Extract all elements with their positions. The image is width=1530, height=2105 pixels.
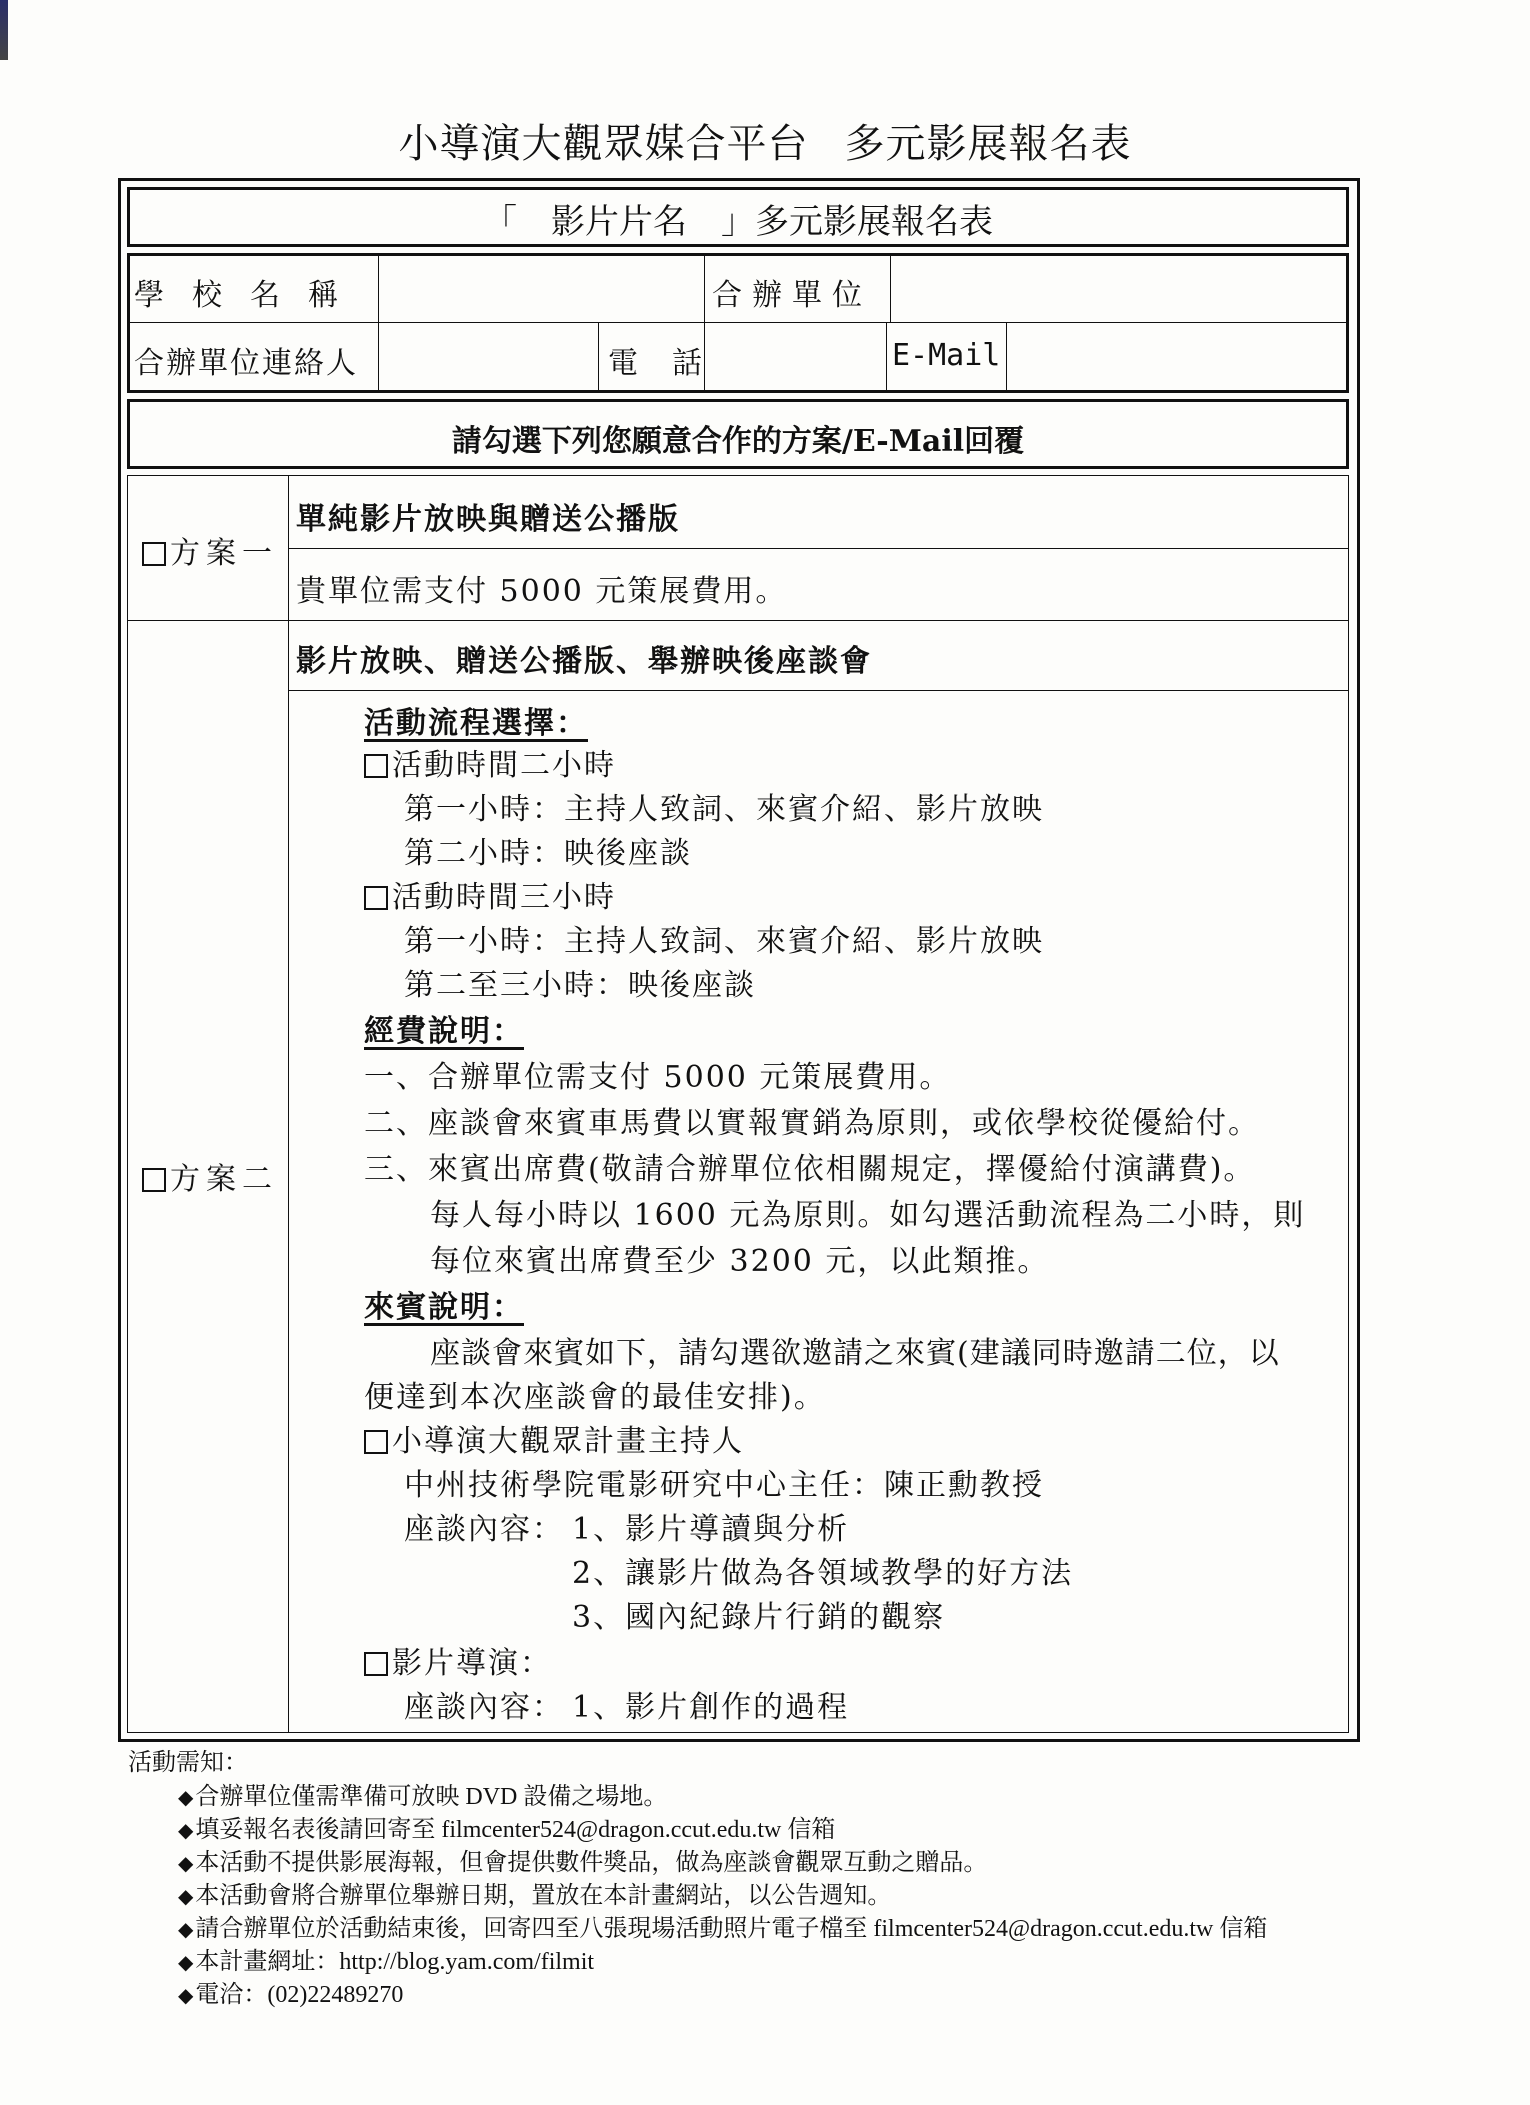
school-name-label: 學校名稱 (134, 278, 366, 313)
notes-item (178, 1814, 1267, 1847)
guest2-topic-label: 座談內容： (404, 1690, 564, 1725)
notes-item-text: 請合辦單位於活動結束後，回寄四至八張現場活動照片電子檔至 filmcenter524@dragon.ccut.edu.tw 信箱 (195, 1916, 1268, 1942)
phone-field[interactable] (710, 338, 880, 378)
organizer-field[interactable] (896, 270, 1340, 310)
flow-heading: 活動流程選擇： (364, 706, 588, 741)
guest1-option[interactable] (364, 1416, 744, 1460)
school-name-field[interactable] (384, 270, 698, 310)
activity-notes (128, 1742, 1267, 2012)
plan2-title: 影片放映、贈送公播版、舉辦映後座談會 (296, 644, 872, 679)
guest2-checkbox[interactable] (364, 1652, 388, 1676)
budget-item-3c: 每位來賓出席費至少 3200 元，以此類推。 (430, 1244, 1050, 1279)
notes-item-text: 本活動不提供影展海報，但會提供數件獎品，做為座談會觀眾互動之贈品。 (195, 1850, 988, 1876)
guest2-title: 影片導演： (392, 1646, 552, 1681)
guest1-topic-3: 3、國內紀錄片行銷的觀察 (572, 1600, 946, 1635)
diamond-bullet-icon: ◆ (178, 1853, 194, 1875)
notes-item (178, 1913, 1267, 1946)
guest1-name: 中州技術學院電影研究中心主任：陳正勳教授 (404, 1468, 1044, 1503)
budget-item-3b: 每人每小時以 1600 元為原則。如勾選活動流程為二小時，則 (430, 1198, 1306, 1233)
guest1-topic-label: 座談內容： (404, 1512, 564, 1547)
guest-heading: 來賓說明： (364, 1290, 524, 1325)
option-2h-line2: 第二小時：映後座談 (404, 836, 692, 871)
option-3h-checkbox[interactable] (364, 886, 388, 910)
plan1-title: 單純影片放映與贈送公播版 (296, 502, 680, 537)
notes-item (178, 1979, 1267, 2012)
email-label: E-Mail (892, 338, 1001, 373)
form-frame (118, 178, 1360, 1742)
notes-item (178, 1781, 1267, 1814)
info-table (127, 253, 1349, 393)
notes-item-text: 合辦單位僅需準備可放映 DVD 設備之場地。 (195, 1784, 668, 1810)
option-2h-line1: 第一小時：主持人致詞、來賓介紹、影片放映 (404, 792, 1044, 827)
guest1-checkbox[interactable] (364, 1430, 388, 1454)
notes-item-text: 填妥報名表後請回寄至 filmcenter524@dragon.ccut.edu.tw 信箱 (195, 1817, 836, 1843)
diamond-bullet-icon: ◆ (178, 1787, 194, 1809)
diamond-bullet-icon: ◆ (178, 1886, 194, 1908)
form-header (130, 194, 1346, 243)
plan1-fee: 貴單位需支付 5000 元策展費用。 (296, 574, 788, 609)
diamond-bullet-icon: ◆ (178, 1952, 194, 1974)
notes-item-text: 本活動會將合辦單位舉辦日期，置放在本計畫網站，以公告週知。 (195, 1883, 892, 1909)
guest1-topic-2: 2、讓影片做為各領域教學的好方法 (572, 1556, 1074, 1591)
guest2-option[interactable] (364, 1638, 552, 1682)
document-title-part1: 小導演大觀眾媒合平台 (398, 121, 809, 167)
form-header-box (127, 187, 1349, 247)
diamond-bullet-icon: ◆ (178, 1919, 194, 1941)
document-title-part2: 多元影展報名表 (844, 121, 1132, 167)
plan1-option[interactable] (142, 528, 278, 572)
guest-intro-1: 座談會來賓如下，請勾選欲邀請之來賓(建議同時邀請二位，以 (430, 1336, 1280, 1371)
plan2-option[interactable] (142, 1154, 278, 1198)
plans-table (127, 475, 1349, 1733)
guest1-topic-1: 1、影片導讀與分析 (572, 1512, 850, 1547)
instruction-text: 請勾選下列您願意合作的方案/E-Mail回覆 (451, 424, 1025, 459)
scan-edge (0, 0, 8, 60)
notes-item (178, 1847, 1267, 1880)
plan2-checkbox[interactable] (142, 1168, 166, 1192)
notes-item (178, 1880, 1267, 1913)
guest1-title: 小導演大觀眾計畫主持人 (392, 1424, 744, 1459)
film-name-placeholder[interactable]: 影片片名 (551, 202, 687, 242)
plan2-label: 方案二 (170, 1162, 278, 1197)
guest-intro-2: 便達到本次座談會的最佳安排)。 (364, 1380, 826, 1415)
option-2h-label: 活動時間二小時 (392, 748, 616, 783)
contact-label: 合辦單位連絡人 (134, 346, 358, 381)
budget-heading: 經費說明： (364, 1014, 524, 1049)
contact-field[interactable] (384, 338, 592, 378)
notes-item (178, 1946, 1267, 1979)
option-2h[interactable] (364, 740, 616, 784)
budget-item-2: 二、座談會來賓車馬費以實報實銷為原則，或依學校從優給付。 (364, 1106, 1260, 1141)
option-3h-label: 活動時間三小時 (392, 880, 616, 915)
plan1-checkbox[interactable] (142, 542, 166, 566)
option-3h-line1: 第一小時：主持人致詞、來賓介紹、影片放映 (404, 924, 1044, 959)
open-quote: 「 (483, 202, 517, 242)
guest2-topic-1: 1、影片創作的過程 (572, 1690, 850, 1725)
notes-item-text: 電洽：(02)22489270 (195, 1982, 404, 2008)
option-2h-checkbox[interactable] (364, 754, 388, 778)
document-title (0, 112, 1530, 169)
diamond-bullet-icon: ◆ (178, 1985, 194, 2007)
notes-heading: 活動需知： (128, 1750, 248, 1776)
option-3h[interactable] (364, 872, 616, 916)
form-header-suffix: 」多元影展報名表 (721, 202, 993, 242)
diamond-bullet-icon: ◆ (178, 1820, 194, 1842)
plan1-label: 方案一 (170, 536, 278, 571)
notes-item-text: 本計畫網址：http://blog.yam.com/filmit (195, 1949, 595, 1975)
instruction-box (127, 399, 1349, 469)
option-3h-line2: 第二至三小時：映後座談 (404, 968, 756, 1003)
phone-label: 電話 (608, 346, 736, 381)
budget-item-3a: 三、來賓出席費(敬請合辦單位依相關規定，擇優給付演講費)。 (364, 1152, 1256, 1187)
budget-item-1: 一、合辦單位需支付 5000 元策展費用。 (364, 1060, 952, 1095)
email-field[interactable] (1012, 338, 1340, 378)
organizer-label: 合辦單位 (712, 278, 872, 313)
